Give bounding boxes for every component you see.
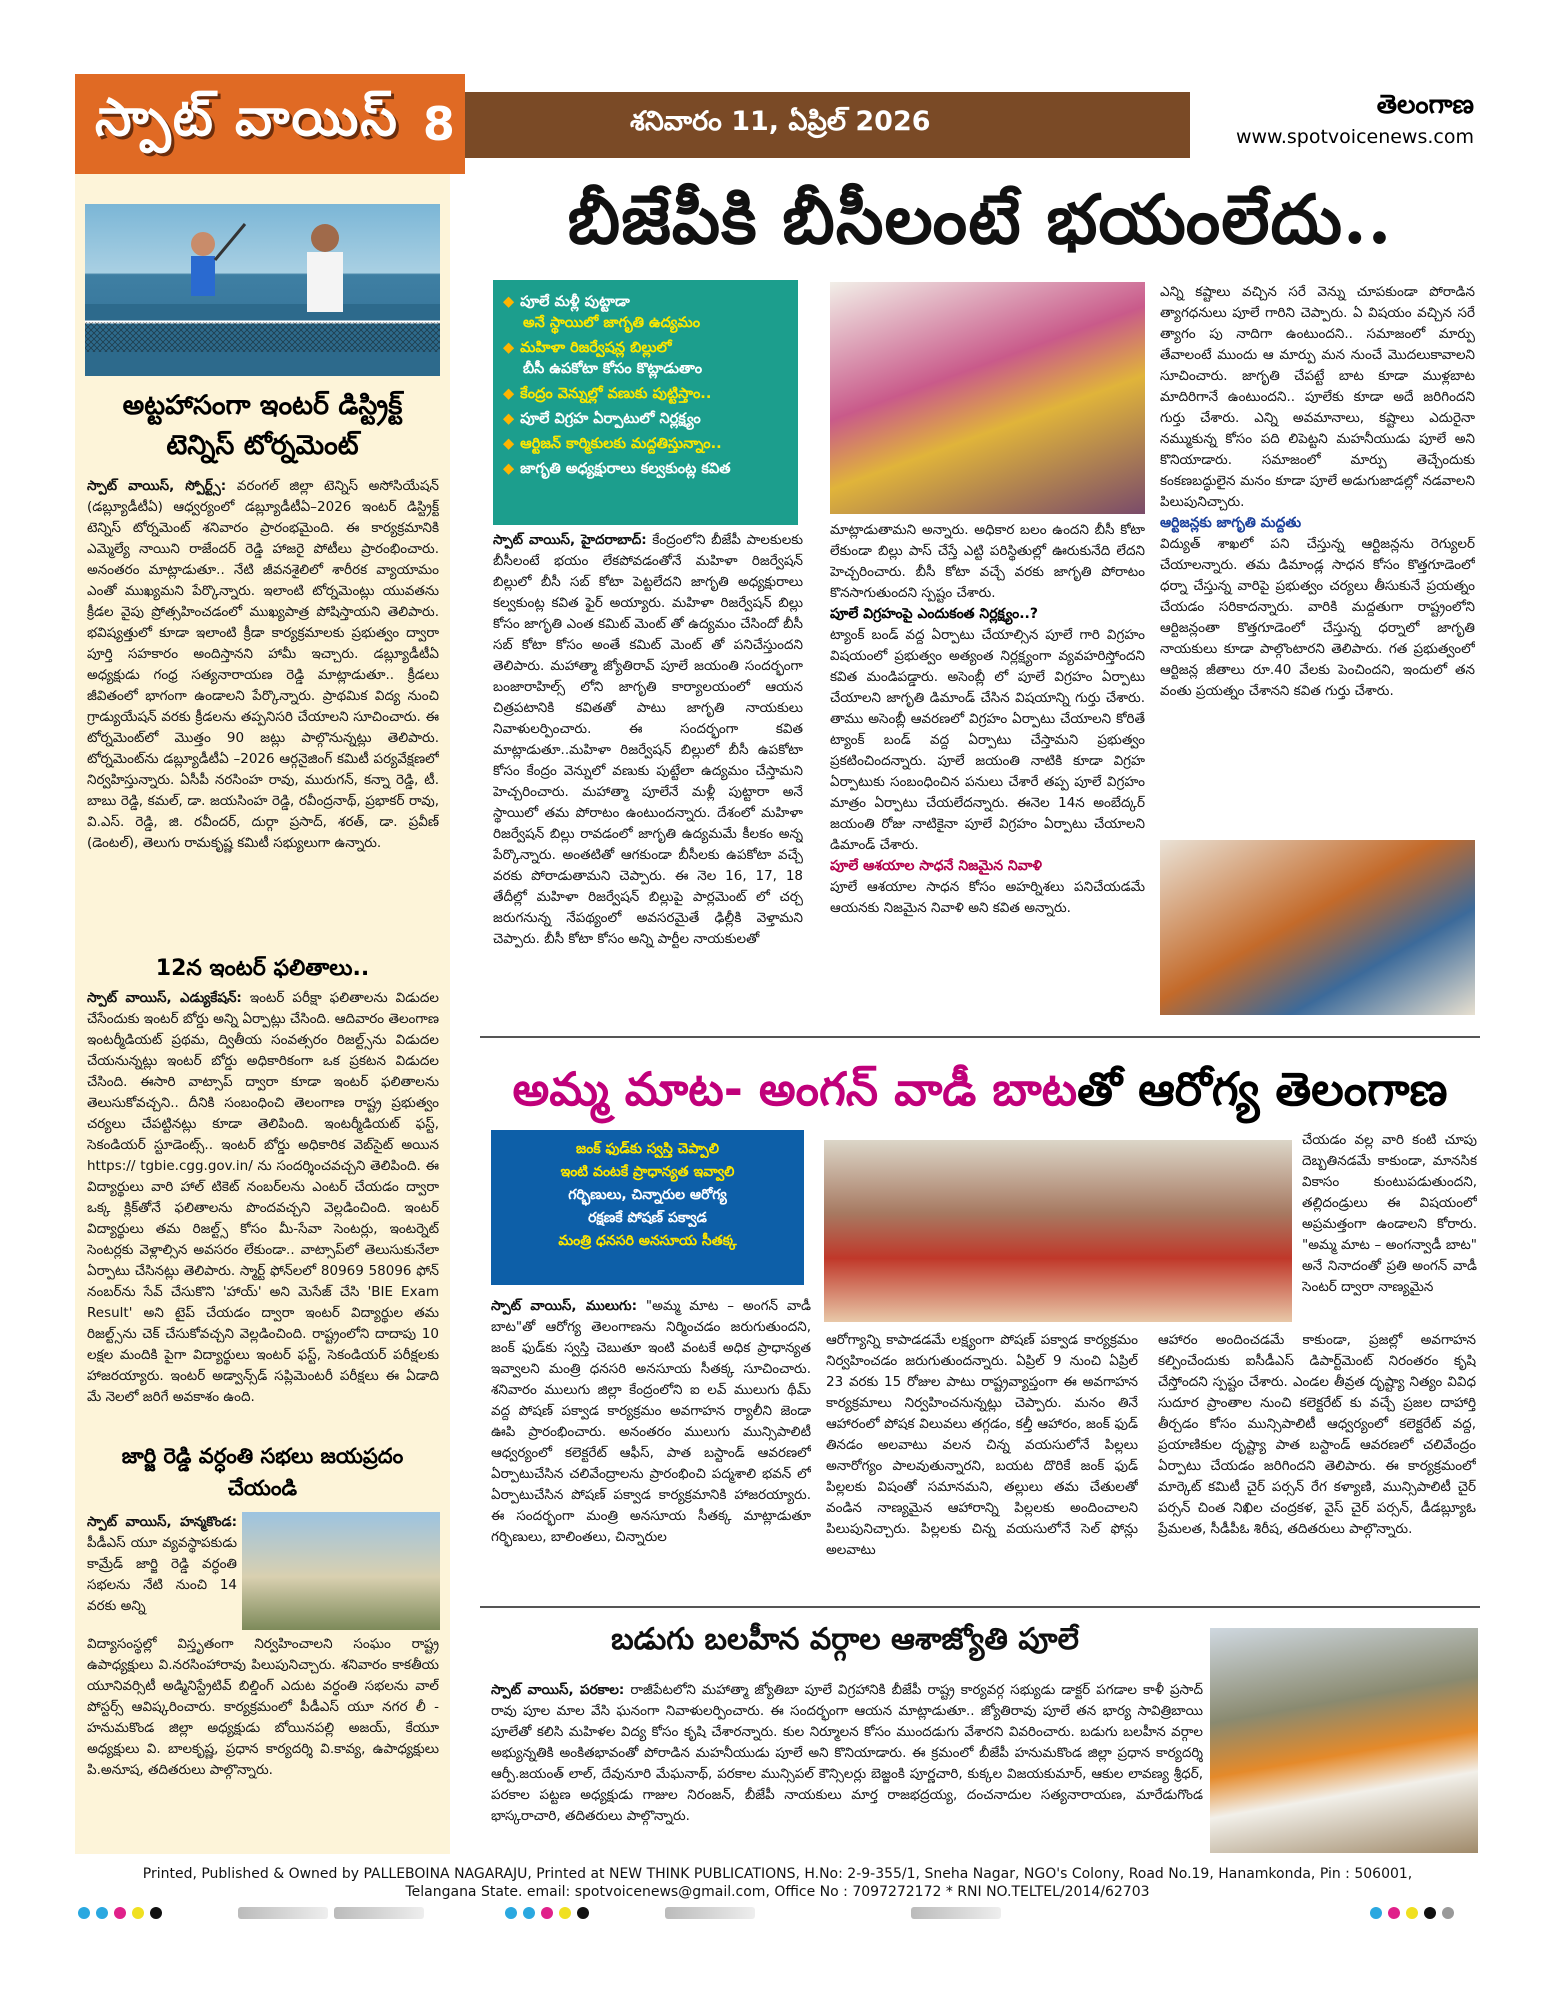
bullet-item: ◆ పూలే విగ్రహ ఏర్పాటులో నిర్లక్ష్యం <box>503 411 701 427</box>
cyan-dot <box>523 1907 535 1919</box>
bullet-item: ◆ పూలే మళ్లీ పుట్టాడా అనే స్థాయిలో జాగృతి ఉద్యమం <box>503 294 701 331</box>
logo-text: స్పాట్ వాయిస్ <box>95 87 399 148</box>
page-number: 8 <box>422 97 455 151</box>
lead-subhead-artisans: ఆర్టిజన్లకు జాగృతి మద్దతు <box>1160 515 1302 531</box>
box-line: మంత్రి ధనసరి అనసూయ సీతక్క <box>558 1233 737 1249</box>
gray-bar <box>334 1907 424 1919</box>
third-body: రాజీపేటలోని మహాత్మా జ్యోతిబా పూలే విగ్రహానికి బీజేపీ రాష్ట్ర కార్యవర్గ సభ్యుడు డాక్టర్ పగడాల కాళీ ప్రసాద్ రావు పూల మాల వేసి ఘనంగా నివాళులర్పించారు. ఈ సందర్భంగా ఆయన మాట్లాడుతూ.. జ్యోతిరావు పూలే తన భార్య సావిత్రిబాయి పూలేతో కలిసి మహిళల విద్య కోసం కృషి చేశారన్నారు. కుల నిర్మూలన కోసం ముందడుగు వేశారని వివరించారు. బడుగు బలహీన వర్గాల అభ్యున్నతికి అంకితభావంతో పోరాడిన మహనీయుడు పూలే అని కొనియాడారు. ఈ క్రమంలో బీజేపీ హనుమకొండ జిల్లా ప్రధాన కార్యదర్శి ఆర్పీ.జయంత్ లాల్, దేవునూరి మేఘనాథ్, పరకాల మున్సిపల్ కౌన్సిలర్లు బెజ్జంకి పూర్ణచారి, కుక్కల విజయకుమార్, ఆకుల లావణ్య శ్రీధర్, పరకాల పట్టణ అధ్యక్షుడు గాజుల నిరంజన్, బీజేపీ నాయకులు మార్త రాజభద్రయ్య, దంచనాదుల సత్యనారాయణ, మారేడుగొండ భాస్కరాచారి, తదితరులు పాల్గొన్నారు. <box>491 1682 1203 1824</box>
bullet-item: ◆ మహిళా రిజర్వేషన్ల బిల్లులో బీసీ ఉపకోటా కోసం కొట్లాడుతాం <box>503 340 703 377</box>
gray-bar <box>665 1907 755 1919</box>
box-line: గర్భిణులు, చిన్నారుల ఆరోగ్య <box>568 1187 727 1203</box>
registration-marks-right <box>1370 1905 1454 1921</box>
second-dateline: స్పాట్ వాయిస్, ములుగు: <box>491 1298 637 1314</box>
player1-head <box>191 232 215 256</box>
third-dateline: స్పాట్ వాయిస్, పరకాల: <box>491 1682 625 1698</box>
registration-marks-left <box>78 1905 424 1921</box>
gray-dot <box>1442 1907 1454 1919</box>
third-article <box>491 1680 1203 1854</box>
yellow-dot <box>1406 1907 1418 1919</box>
gray-bar <box>238 1907 328 1919</box>
bullet-icon: ◆ <box>503 294 515 310</box>
left-column <box>75 174 450 1854</box>
imprint-footer <box>75 1865 1480 1901</box>
bullet-icon: ◆ <box>503 461 515 477</box>
bullet-icon: ◆ <box>503 411 515 427</box>
jarji-headline: జార్జి రెడ్డి వర్ధంతి సభలు జయప్రదం చేయండి <box>121 1444 404 1500</box>
black-dot <box>1424 1907 1436 1919</box>
box-line: రక్షణకే పోషణ్ పక్వాడ <box>588 1210 707 1226</box>
lead-col3-top: ఎన్ని కష్టాలు వచ్చిన సరే వెన్ను చూపకుండా పోరాడిన త్యాగధనులు పూలే గారిని చెప్పారు. ఏ విషయం వచ్చిన సరే త్యాగం పు నాదిగా ఉంటుందని.. సమాజంలో మార్పు తేవాలంటే ముందు ఆ మార్పు మన నుంచే మొదలుకావాలని సూచించారు. జాగృతి చేపట్టే బాట కూడా ముళ్లబాట మాదిరిగానే ఉంటుందని.. పూలేకు కూడా అదే జరిగిందని గుర్తు చేశారు. ఎన్ని అవమానాలు, కష్టాలు ఎదురైనా నమ్ముకున్న కోసం పది లిపెట్టని మహనీయుడు పూలే అని కొనియాడారు. సమాజంలో మార్పు తెచ్చేందుకు కంకణబద్ధులైన మనం కూడా పూలే అడుగుజాడల్లో నడవాలని పిలుపునిచ్చారు. <box>1160 284 1475 510</box>
net <box>85 322 440 352</box>
issue-date: శనివారం 11, ఏప్రిల్ 2026 <box>630 106 931 137</box>
tennis-body: వరంగల్ జిల్లా టెన్నిస్ అసోసియేషన్ (డబ్ల్యూడీటీఏ) ఆధ్వర్యంలో డబ్ల్యూడీటీఏ–2026 ఇంటర్ డిస్ట్రిక్ట్ టెన్నిస్ టోర్నమెంట్ శనివారం ప్రారంభమైంది. ఈ కార్యక్రమానికి ఎమ్మెల్యే నాయిని రాజేందర్ రెడ్డి హాజరై పోటీలు ప్రారంభించారు. అనంతరం మాట్లాడుతూ.. నేటి జీవనశైలిలో శారీరక వ్యాయామం ఎంతో ముఖ్యమని పేర్కొన్నారు. ఇలాంటి టోర్నమెంట్లు యువతను క్రీడల వైపు ప్రోత్సహించడంలో ముఖ్యపాత్ర పోషిస్తాయని తెలిపారు. భవిష్యత్తులో కూడా ఇలాంటి క్రీడా కార్యక్రమాలకు ప్రభుత్వం ద్వారా పూర్తి సహకారం అందిస్తానని హామీ ఇచ్చారు. డబ్ల్యూడీటీఏ అధ్యక్షుడు గంధ్ర సత్యనారాయణ రెడ్డి మాట్లాడుతూ.. క్రీడలు జీవితంలో భాగంగా ఉండాలని పేర్కొన్నారు. ప్రాథమిక విద్య నుంచి గ్రాడ్యుయేషన్ వరకు క్రీడలను తప్పనిసరి చేయాలని సూచించారు. ఈ టోర్నమెంట్‌లో మొత్తం 90 జట్లు పాల్గొనున్నట్లు తెలిపారు. టోర్నమెంట్‌ను డబ్ల్యూడీటీఏ –2026 ఆర్గనైజింగ్ కమిటీ పర్యవేక్షణలో నిర్వహిస్తున్నారు. ఏసీపీ నరసింహ రావు, మురుగన్, కన్నా రెడ్డి, టీ. బాబు రెడ్డి, కమల్, డా. జయసింహ రెడ్డి, రవీంద్రనాథ్, ప్రభాకర్ రావు, వి.ఎస్. రెడ్డి, జి. రవీందర్, దుర్గా ప్రసాద్, శరత్, డా. ప్రవీణ్ (డెంటల్), తెలుగు రామకృష్ణ కమిటీ సభ్యులుగా ఉన్నారు. <box>87 478 439 851</box>
results-dateline: స్పాట్ వాయిస్, ఎడ్యుకేషన్: <box>87 990 242 1006</box>
masthead-logo <box>75 74 465 174</box>
magenta-dot <box>541 1907 553 1919</box>
tennis-headline: అట్టహాసంగా ఇంటర్ డిస్ట్రిక్ట్ టెన్నిస్ టోర్నమెంట్ <box>122 390 403 461</box>
cyan-dot <box>78 1907 90 1919</box>
bullet-item: ◆ కేంద్రం వెన్నుల్లో వణుకు పుట్టిస్తాం.. <box>503 386 712 402</box>
jarji-photo <box>242 1512 440 1630</box>
registration-marks-center <box>505 1905 1001 1921</box>
second-col3-top: చేయడం వల్ల వారి కంటి చూపు దెబ్బతినడమే కాకుండా, మానసిక వికాసం కుంటుపడుతుందని, తల్లిదండ్రులు ఈ విషయంలో అప్రమత్తంగా ఉండాలని కోరారు. "అమ్మ మాట – అంగన్వాడీ బాట" అనే నినాదంతో ప్రతి అంగన్ వాడీ సెంటర్ ద్వారా నాణ్యమైన <box>1302 1132 1477 1295</box>
lead-subhead-tribute: పూలే ఆశయాల సాధనే నిజమైన నివాళి <box>830 858 1042 874</box>
cyan-dot <box>505 1907 517 1919</box>
cyan-dot <box>1370 1907 1382 1919</box>
lead-headline: బీజేపీకి బీసీలంటే భయంలేదు.. <box>567 180 1393 260</box>
divider <box>480 1036 1480 1038</box>
player2-head <box>311 224 339 252</box>
imprint-line2: Telangana State. email: spotvoicenews@gmail.com, Office No : 7097272172 * RNI NO.TELTEL/2014/62703 <box>405 1884 1150 1900</box>
lead-col3 <box>1160 282 1475 842</box>
statue-photo <box>1160 840 1475 1015</box>
player2-body <box>307 252 343 312</box>
second-headline-part2: తో ఆరోగ్య తెలంగాణ <box>1077 1062 1448 1116</box>
lead-col1 <box>493 530 803 1020</box>
tennis-photo <box>85 204 440 376</box>
lead-col1-body: కేంద్రంలోని బీజేపీ పాలకులకు బీసీలంటే భయం లేకపోవడంతోనే మహిళా రిజర్వేషన్ బిల్లులో బీసీ సబ్ కోటా పెట్టలేదని జాగృతి అధ్యక్షురాలు కల్వకుంట్ల కవిత ఫైర్ అయ్యారు. మహిళా రిజర్వేషన్ బిల్లు కోసం జాగృతి ఎంత కమిట్ మెంట్ తో ఉద్యమం చేసిందో బీసీ సబ్ కోటా కోసం అంతే కమిట్ మెంట్ తో పనిచేస్తుందని తెలిపారు. మహాత్మా జ్యోతిరావ్ పూలే జయంతి సందర్భంగా బంజారాహిల్స్ లోని జాగృతి కార్యాలయంలో ఆయన చిత్రపటానికి కవితతో పాటు జాగృతి నాయకులు నివాళులర్పించారు. ఈ సందర్భంగా కవిత మాట్లాడుతూ..మహిళా రిజర్వేషన్ బిల్లులో బీసీ ఉపకోటా కోసం కేంద్రం వెన్నులో వణుకు పుట్టేలా ఉద్యమం చేస్తామని హెచ్చరించారు. మహాత్మా పూలేనే మళ్లీ పుట్టారా అనే స్థాయిలో తమ పోరాటం ఉంటుందన్నారు. దేశంలో మహిళా రిజర్వేషన్ బిల్లు రావడంలో జాగృతి ఉద్యమమే కీలకం అన్న పేర్కొన్నారు. అంతటితో ఆగకుండా బీసీలకు ఉపకోటా వచ్చే వరకు పోరాడుతామని చెప్పారు. ఈ నెల 16, 17, 18 తేదీల్లో మహిళా రిజర్వేషన్ బిల్లుపై పార్లమెంట్ లో చర్చ జరుగనున్న నేపథ్యంలో అవసరమైతే ఢిల్లీకి వెళ్తామని చెప్పారు. బీసీ కోటా కోసం అన్ని పార్టీల నాయకులతో <box>493 532 803 947</box>
second-headline <box>480 1062 1480 1130</box>
second-col2: ఆరోగ్యాన్ని కాపాడడమే లక్ష్యంగా పోషణ్ పక్వాడ కార్యక్రమం నిర్వహించడం జరుగుతుందన్నారు. ఏప్రిల్ 9 నుంచి ఏప్రిల్ 23 వరకు 15 రోజుల పాటు రాష్ట్రవ్యాప్తంగా ఈ అవగాహన కార్యక్రమాలు నిర్వహించనున్నట్లు చెప్పారు. మనం తినే ఆహారంలో పోషక విలువలు తగ్గడం, కల్తీ ఆహారం, జంక్ ఫుడ్ తినడం అలవాటు వలన చిన్న వయసులోనే పిల్లలు అనారోగ్యం పాలవుతున్నారని, బయట దొరికే జంక్ ఫుడ్ పిల్లలకు విషంతో సమానమని, తల్లులు తమ చేతులతో వండిన నాణ్యమైన ఆహారాన్ని పిల్లలకు అందించాలని పిలుపునిచ్చారు. పిల్లలకు చిన్న వయసులోనే సెల్ ఫోన్లు అలవాటు <box>826 1332 1138 1558</box>
website-link[interactable]: www.spotvoicenews.com <box>1235 126 1474 148</box>
state-name: తెలంగాణ <box>1376 90 1474 120</box>
box-line: జంక్ ఫుడ్‌కు స్వస్తి చెప్పాలి <box>576 1141 719 1157</box>
yellow-dot <box>132 1907 144 1919</box>
state-box <box>1190 88 1480 158</box>
anganwadi-box <box>491 1130 804 1285</box>
phule-tribute-photo <box>1210 1628 1478 1853</box>
magenta-dot <box>114 1907 126 1919</box>
box-line: ఇంటి వంటకే ప్రాధాన్యత ఇవ్వాలి <box>560 1164 735 1180</box>
lead-col2 <box>830 520 1145 1020</box>
bullet-item: ◆ జాగృతి అధ్యక్షురాలు కల్వకుంట్ల కవిత <box>503 461 731 477</box>
second-col1 <box>491 1296 811 1596</box>
lead-col3-body: విద్యుత్ శాఖలో పని చేస్తున్న ఆర్టిజన్లను రెగ్యులర్ చేయాలన్నారు. తమ డిమాండ్ల సాధన కోసం కొత్తగూడెంలో ధర్నా చేస్తున్న వారిపై ప్రభుత్వం చర్యలు తీసుకునే ప్రయత్నం చేయడం సరికాదన్నారు. వారికి మద్దతుగా రాష్ట్రంలోని ఆర్టిజన్లంతా కొత్తగూడెంలో చేస్తున్న ధర్నాలో జాగృతి నాయకులు కూడా పాల్గొంటారని తెలిపారు. గత ప్రభుత్వంలో ఆర్టిజన్ల జీతాలు రూ.40 వేలకు పెంచిందని, ఇందులో తన వంతు ప్రయత్నం చేశానని కవిత గుర్తు చేశారు. <box>1160 536 1475 699</box>
lead-col2-top: మాట్లాడుతామని అన్నారు. అధికార బలం ఉందని బీసీ కోటా లేకుండా బిల్లు పాస్ చేస్తే ఎట్టి పరిస్థితుల్లో ఊరుకునేది లేదని హెచ్చరించారు. బీసీ కోటా వచ్చే వరకు జాగృతి పోరాటం కొనసాగుతుందని స్పష్టం చేశారు. <box>830 522 1145 601</box>
kavitha-photo <box>830 282 1145 514</box>
third-headline: బడుగు బలహీన వర్గాల ఆశాజ్యోతి పూలే <box>611 1622 1079 1657</box>
bullet-icon: ◆ <box>503 340 515 356</box>
gray-bar <box>911 1907 1001 1919</box>
tennis-dateline: స్పాట్ వాయిస్, స్పోర్ట్స్: <box>87 478 227 494</box>
lead-bullets-box <box>493 280 798 525</box>
lead-subhead-statue: పూలే విగ్రహంపై ఎందుకంత నిర్లక్ష్యం..? <box>830 606 1038 622</box>
lead-col2-end: పూలే ఆశయాల సాధన కోసం అహర్నిశలు పనిచేయడమే ఆయనకు నిజమైన నివాళి అని కవిత అన్నారు. <box>830 879 1145 916</box>
second-col3: ఆహారం అందించడమే కాకుండా, ప్రజల్లో అవగాహన కల్పించేందుకు ఐసీడీఎస్ డిపార్ట్‌మెంట్ నిరంతరం కృషి చేస్తోందని స్పష్టం చేశారు. ఎండల తీవ్రత దృష్ట్యా నిత్యం వివిధ సుదూర ప్రాంతాల నుంచి కలెక్టరేట్ కు వచ్చే ప్రజల దాహార్తి తీర్చడం కోసం మున్సిపాలిటీ ఆధ్వర్యంలో కలెక్టరేట్ వద్ద, ప్రయాణికుల దృష్ట్యా పాత బస్టాండ్ ఆవరణలో చలివేంద్రం ఏర్పాటు చేయడం జరిగిందని తెలిపారు. ఈ కార్యక్రమంలో మార్కెట్ కమిటీ చైర్ పర్సన్ రేగ కళ్యాణి, మున్సిపాలిటీ చైర్ పర్సన్ చింత నిఖిల చంద్రకళ, వైస్ చైర్ పర్సన్, డీడబ్ల్యూఓ ప్రేమలత, సీడీపీఓ శిరీష, తదితరులు పాల్గొన్నారు. <box>1158 1332 1476 1537</box>
imprint-line1: Printed, Published & Owned by PALLEBOINA NAGARAJU, Printed at NEW THINK PUBLICATIONS, H.No: 2-9-355/1, Sneha Nagar, NGO's Colony, Road No.19, Hanamkonda, Pin : 506001, <box>142 1866 1413 1882</box>
black-dot <box>577 1907 589 1919</box>
bullet-icon: ◆ <box>503 386 515 402</box>
tennis-illustration <box>85 204 440 376</box>
divider <box>480 1606 1480 1608</box>
results-article <box>87 988 439 1430</box>
second-col1-body: "అమ్మ మాట – అంగన్ వాడీ బాట"తో ఆరోగ్య తెలంగాణను నిర్మించడం జరుగుతుందని, జంక్ ఫుడ్‌కు స్వస్తి చెబుతూ ఇంటి వంటకే అధిక ప్రాధాన్యత ఇవ్వాలని మంత్రి ధనసరి అనసూయ సీతక్క సూచించారు. శనివారం ములుగు జిల్లా కేంద్రంలోని ఐ లవ్ ములుగు థీమ్ వద్ద పోషణ్ పక్వాడ కార్యక్రమం అవగాహన ర్యాలీని జెండా ఊపి ప్రారంభించారు. అనంతరం ములుగు మున్సిపాలిటీ ఆధ్వర్యంలో కలెక్టరేట్ ఆఫీస్, పాత బస్టాండ్ ఆవరణలో ఏర్పాటుచేసిన చలివేంద్రాలను ప్రారంభించి పద్మశాలి భవన్ లో ఏర్పాటుచేసిన పోషణ్ పక్వాడ కార్యక్రమానికి హాజరయ్యారు. ఈ సందర్భంగా మంత్రి అనసూయ సీతక్క మాట్లాడుతూ గర్భిణులు, బాలింతలు, చిన్నారుల <box>491 1298 811 1545</box>
second-headline-part1: అమ్మ మాట- అంగన్ వాడీ బాట <box>512 1062 1078 1116</box>
results-body: ఇంటర్ పరీక్షా ఫలితాలను విడుదల చేసేందుకు ఇంటర్ బోర్డు అన్ని ఏర్పాట్లు చేసింది. ఆదివారం తెలంగాణ ఇంటర్మీడియట్ ప్రథమ, ద్వితీయ సంవత్సరం రిజల్ట్స్‌ను విడుదల చేయనున్నట్లు ఇంటర్ బోర్డు అధికారికంగా ఒక ప్రకటన విడుదల చేసింది. ఈసారి వాట్సాప్ ద్వారా కూడా ఇంటర్ ఫలితాలను తెలుసుకోవచ్చని.. దీనికి సంబంధించి తెలంగాణ రాష్ట్ర ప్రభుత్వం చర్యలు చేపట్టినట్లు కూడా తెలిపింది. ఇంటర్మీడియట్ ఫస్ట్, సెకండియర్ స్టూడెంట్స్.. ఇంటర్ బోర్డు అధికారిక వెబ్‌సైట్ అయిన https:// tgbie.cgg.gov.in/ ను సందర్శించవచ్చని తెలిపింది. ఈ విద్యార్థులు వారి హాల్ టికెట్ నంబర్‌లను ఎంటర్ చేయడం ద్వారా ఒక్క క్లిక్‌తోనే ఫలితాలను పొందవచ్చని వెల్లడించింది. ఇంటర్ విద్యార్థులు తమ రిజల్ట్స్ కోసం మీ-సేవా సెంటర్లు, ఇంటర్నెట్ సెంటర్లకు వెళ్లాల్సిన అవసరం లేకుండా.. వాట్సాప్‌లో తెలుసుకునేలా ఏర్పాటు చేసినట్లు తెలిపారు. స్మార్ట్ ఫోన్‌లలో 80969 58096 ఫోన్ నంబర్‌ను సేవ్ చేసుకొని 'హాయ్' అని మెసేజ్ చేసి 'BIE Exam Result' అని టైప్ చేయడం ద్వారా ఇంటర్ విద్యార్థుల తమ రిజల్ట్స్‌ను చెక్ చేసుకోవచ్చని వెల్లడించింది. రాష్ట్రంలోని దాదాపు 10 లక్షల మందికి పైగా విద్యార్థులు ఇంటర్ ఫస్ట్, సెకండియర్ పరీక్షలకు హాజరయ్యారు. ఇంటర్ అడ్వాన్స్‌డ్ సప్లిమెంటరీ పరీక్షలు ఈ ఏడాది మే నెలలో జరిగే అవకాశం ఉంది. <box>87 990 439 1405</box>
lead-col2-body: ట్యాంక్ బండ్ వద్ద ఏర్పాటు చేయాల్సిన పూలే గారి విగ్రహం విషయంలో ప్రభుత్వం అత్యంత నిర్లక్ష్యంగా వ్యవహరిస్తోందని కవిత మండిపడ్డారు. అసెంబ్లీ లో పూలే విగ్రహం ఏర్పాటు చేయాలని జాగృతి డిమాండ్ చేసిన విషయాన్ని గుర్తు చేశారు. తాము అసెంబ్లీ ఆవరణలో విగ్రహం ఏర్పాటు చేయాలని కోరితే ట్యాంక్ బండ్ వద్ద ఏర్పాటు చేస్తామని ప్రభుత్వం ప్రకటించిందన్నారు. పూలే జయంతి నాటికి కూడా విగ్రహ ఏర్పాటుకు సంబంధించిన పనులు చేశారే తప్ప పూలే విగ్రహం మాత్రం ఏర్పాటు చేయలేదన్నారు. ఈనెల 14న అంబేద్కర్ జయంతి రోజు నాటికైనా పూలే విగ్రహం ఏర్పాటు చేయాలని డిమాండ్ చేశారు. <box>830 627 1145 853</box>
magenta-dot <box>1388 1907 1400 1919</box>
bullet-icon: ◆ <box>503 436 515 452</box>
jarji-article-top <box>87 1512 237 1630</box>
jarji-body: విద్యాసంస్థల్లో విస్తృతంగా నిర్వహించాలని సంఘం రాష్ట్ర ఉపాధ్యక్షులు వి.నరసింహారావు పిలుపునిచ్చారు. శనివారం కాకతీయ యూనివర్సిటీ అడ్మినిస్ట్రేటివ్ బిల్డింగ్ ఎదుట వర్ధంతి సభలను వాల్ పోస్టర్స్ ఆవిష్కరించారు. కార్యక్రమంలో పీడీఎస్ యూ నగర లీ - హనుమకొండ జిల్లా అధ్యక్షుడు బోయినపల్లి అజయ్, కేయూ అధ్యక్షులు వి. బాలకృష్ణ, ప్రధాన కార్యదర్శి వి.కావ్య, ఉపాధ్యక్షులు పి.అనూష, తదితరులు పాల్గొన్నారు. <box>87 1636 439 1778</box>
jarji-dateline: స్పాట్ వాయిస్, హన్మకొండ: <box>87 1514 237 1530</box>
racket <box>215 224 245 260</box>
seethakka-photo <box>824 1140 1292 1322</box>
results-headline: 12న ఇంటర్ ఫలితాలు.. <box>155 956 370 981</box>
black-dot <box>150 1907 162 1919</box>
lead-dateline: స్పాట్ వాయిస్, హైదరాబాద్: <box>493 532 647 548</box>
player1-body <box>191 256 215 296</box>
bullet-item: ◆ ఆర్టిజన్ కార్మికులకు మద్దతిస్తున్నాం.. <box>503 436 722 452</box>
tennis-article <box>87 476 439 944</box>
cyan-dot <box>96 1907 108 1919</box>
jarji-body-top: పీడీఎస్ యూ వ్యవస్థాపకుడు కామ్రేడ్ జార్జి రెడ్డి వర్ధంతి సభలను నేటి నుంచి 14 వరకు అన్ని <box>87 1535 237 1614</box>
yellow-dot <box>559 1907 571 1919</box>
